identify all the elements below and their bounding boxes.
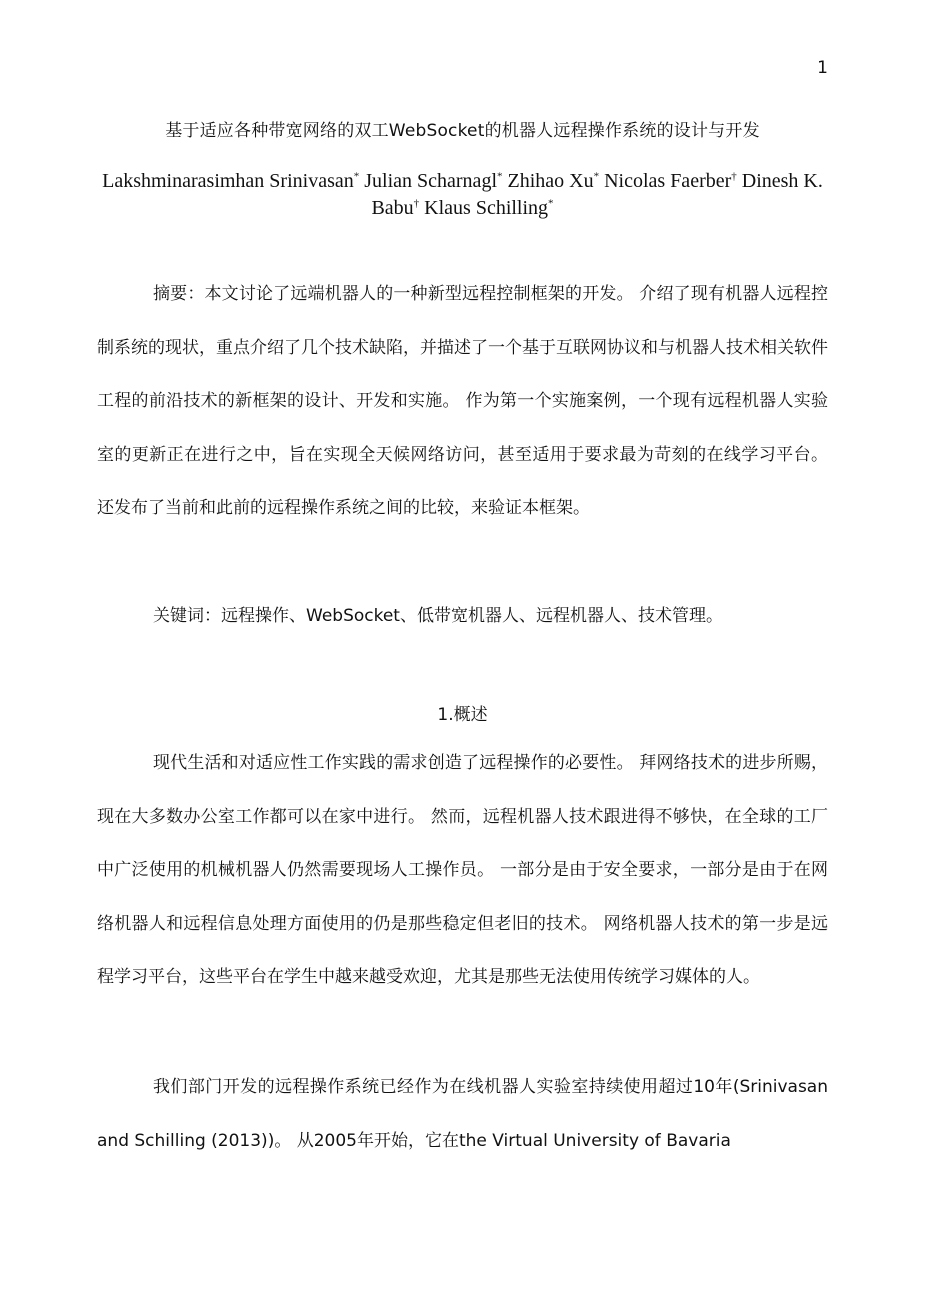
abstract-paragraph: 摘要：本文讨论了远端机器人的一种新型远程控制框架的开发。 介绍了现有机器人远程控制系统的现状，重点介绍了几个技术缺陷，并描述了一个基于互联网协议和与机器人技术相关软件工程的前沿技术的新框架的设计、开发和实施。 作为第一个实施案例，一个现有远程机器人实验室的更新正在进行之中，旨在实现全天候网络访问，甚至适用于要求最为苛刻的在线学习平台。 还发布了当前和此前的远程操作系统之间的比较，来验证本框架。 — [97, 284, 828, 518]
author-list — [90, 168, 835, 222]
body-paragraph-1: 现代生活和对适应性工作实践的需求创造了远程操作的必要性。 拜网络技术的进步所赐，现在大多数办公室工作都可以在家中进行。 然而，远程机器人技术跟进得不够快，在全球的工厂中广泛使用的机械机器人仍然需要现场人工操作员。 一部分是由于安全要求，一部分是由于在网络机器人和远程信息处理方面使用的仍是那些稳定但老旧的技术。 网络机器人技术的第一步是远程学习平台，这些平台在学生中越来越受欢迎，尤其是那些无法使用传统学习媒体的人。 — [97, 753, 828, 987]
keywords-line: 关键词：远程操作、WebSocket、低带宽机器人、远程机器人、技术管理。 — [153, 606, 723, 626]
author: Lakshminarasimhan Srinivasan* — [102, 170, 360, 192]
section-heading: 1.概述 — [437, 705, 488, 725]
author: Nicolas Faerber† — [604, 170, 737, 192]
author: Klaus Schilling* — [424, 197, 554, 219]
author: Dinesh K. Babu† — [371, 170, 823, 219]
author: Julian Scharnagl* — [364, 170, 503, 192]
page-number: 1 — [817, 58, 828, 78]
body-paragraph-2: 我们部门开发的远程操作系统已经作为在线机器人实验室持续使用超过10年(Srinivasan and Schilling (2013))。 从2005年开始，它在the Virtual University of Bavaria — [97, 1077, 828, 1151]
author: Zhihao Xu* — [507, 170, 600, 192]
paper-title: 基于适应各种带宽网络的双工WebSocket的机器人远程操作系统的设计与开发 — [165, 121, 760, 141]
